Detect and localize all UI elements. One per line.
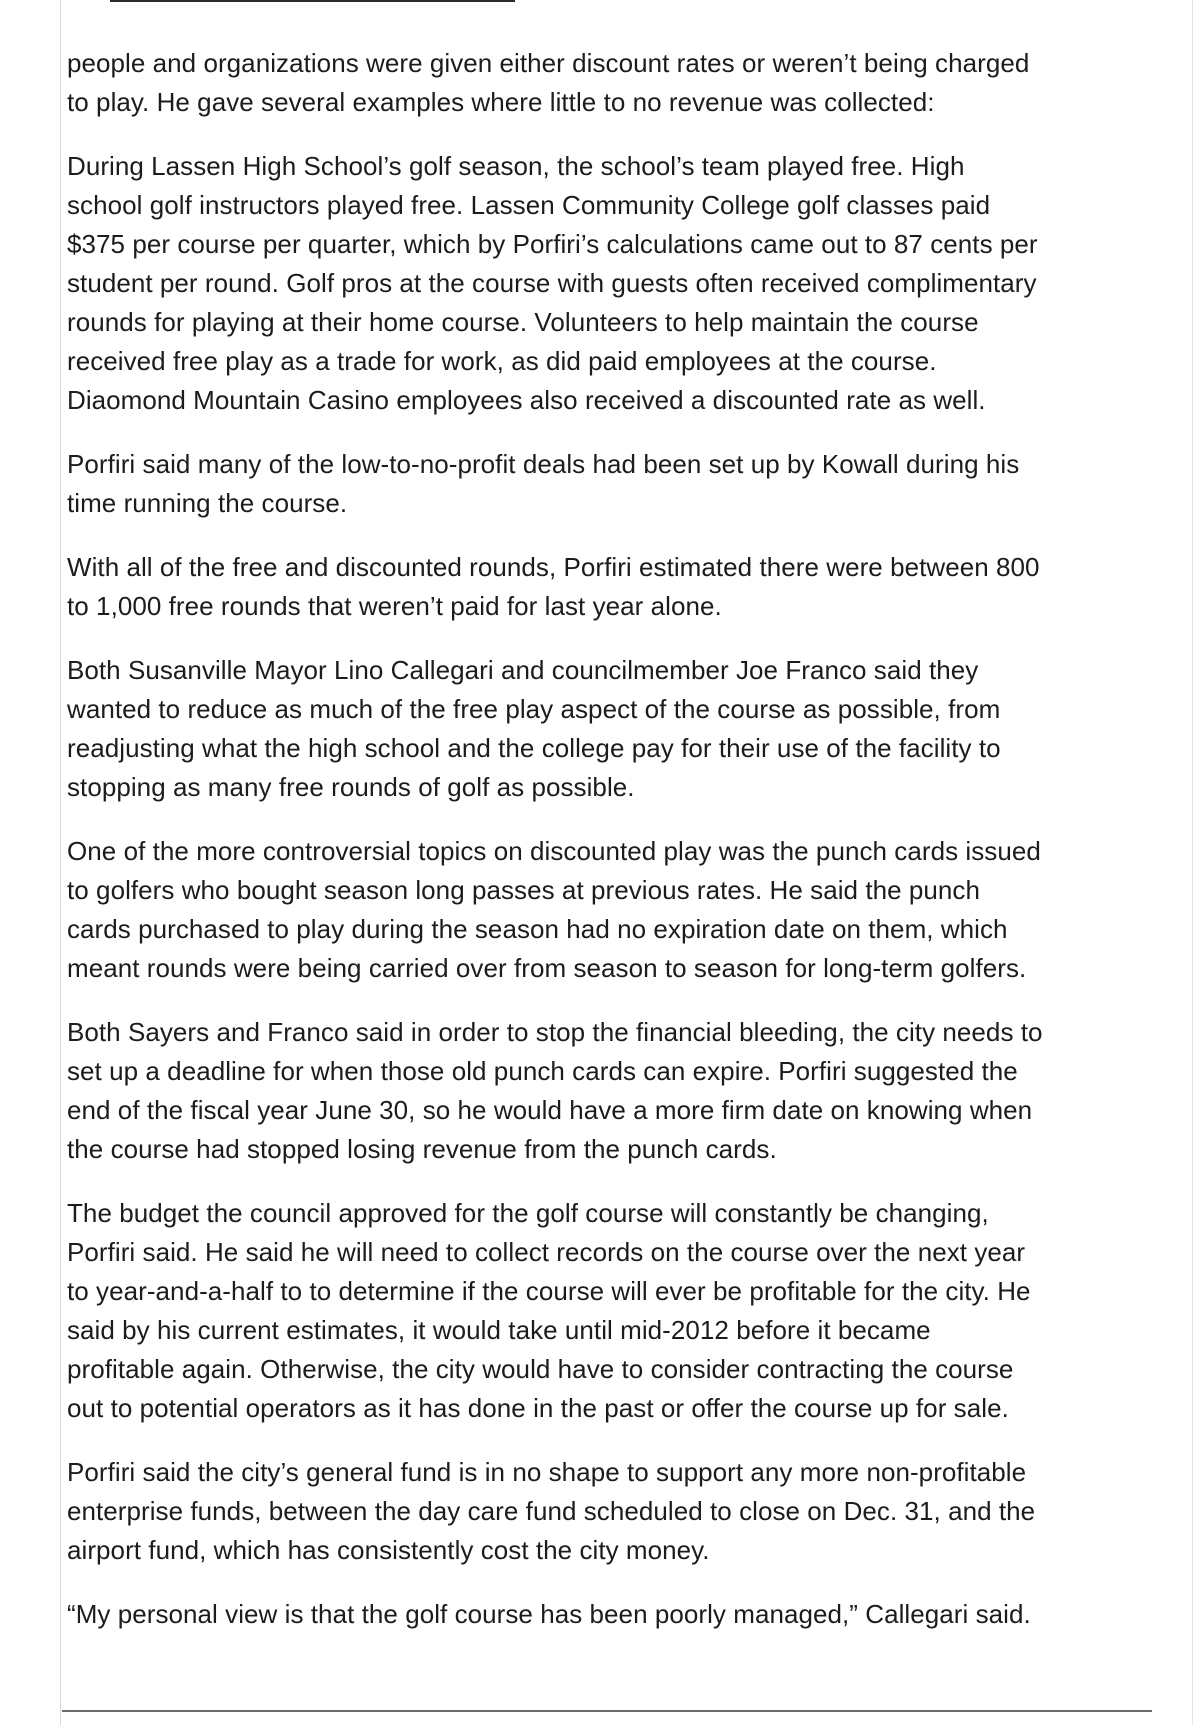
paragraph-2: During Lassen High School’s golf season, the school’s team played free. High school golf instructors played free. Lassen Community College golf classes paid $375 per course per quarter, which by Porfiri’s calculations came out to 87 cents per student per round. Golf pros at the course with guests often received complimentary rounds for playing at their home course. Volunteers to help maintain the course received free play as a trade for work, as did paid employees at the course. Diaomond Mountain Casino employees also received a discounted rate as well. bbox=[67, 151, 1038, 415]
paragraph-3: Porfiri said many of the low-to-no-profit deals had been set up by Kowall during his time running the course. bbox=[67, 449, 1020, 518]
paragraph-1: people and organizations were given either discount rates or weren’t being charged to play. He gave several examples where little to no revenue was collected: bbox=[67, 48, 1030, 117]
paragraph-7: Both Sayers and Franco said in order to stop the financial bleeding, the city needs to set up a deadline for when those old punch cards can expire. Porfiri suggested the end of the fiscal year June 30, so he would have a more firm date on knowing when the course had stopped losing revenue from the punch cards. bbox=[67, 1017, 1043, 1164]
left-page-edge bbox=[60, 0, 61, 1725]
article-body bbox=[67, 44, 1177, 1634]
paragraph-9: Porfiri said the city’s general fund is in no shape to support any more non-profitable enterprise funds, between the day care fund scheduled to close on Dec. 31, and the airport fund, which has consistently cost the city money. bbox=[67, 1457, 1036, 1565]
paragraph-4: With all of the free and discounted rounds, Porfiri estimated there were between 800 to 1,000 free rounds that weren’t paid for last year alone. bbox=[67, 552, 1040, 621]
paragraph-6: One of the more controversial topics on discounted play was the punch cards issued to golfers who bought season long passes at previous rates. He said the punch cards purchased to play during the season had no expiration date on them, which meant rounds were being carried over from season to season for long-term golfers. bbox=[67, 836, 1041, 983]
top-rule bbox=[110, 0, 515, 2]
paragraph-5: Both Susanville Mayor Lino Callegari and councilmember Joe Franco said they wanted to reduce as much of the free play aspect of the course as possible, from readjusting what the high school and the college pay for their use of the facility to stopping as many free rounds of golf as possible. bbox=[67, 655, 1001, 802]
right-page-edge bbox=[1192, 0, 1193, 1725]
paragraph-10: “My personal view is that the golf course has been poorly managed,” Callegari said. bbox=[67, 1599, 1031, 1629]
bottom-rule bbox=[62, 1710, 1152, 1712]
paragraph-8: The budget the council approved for the golf course will constantly be changing, Porfiri said. He said he will need to collect records on the course over the next year to year-and-a-half to to determine if the course will ever be profitable for the city. He said by his current estimates, it would take until mid-2012 before it became profitable again. Otherwise, the city would have to consider contracting the course out to potential operators as it has done in the past or offer the course up for sale. bbox=[67, 1198, 1031, 1423]
